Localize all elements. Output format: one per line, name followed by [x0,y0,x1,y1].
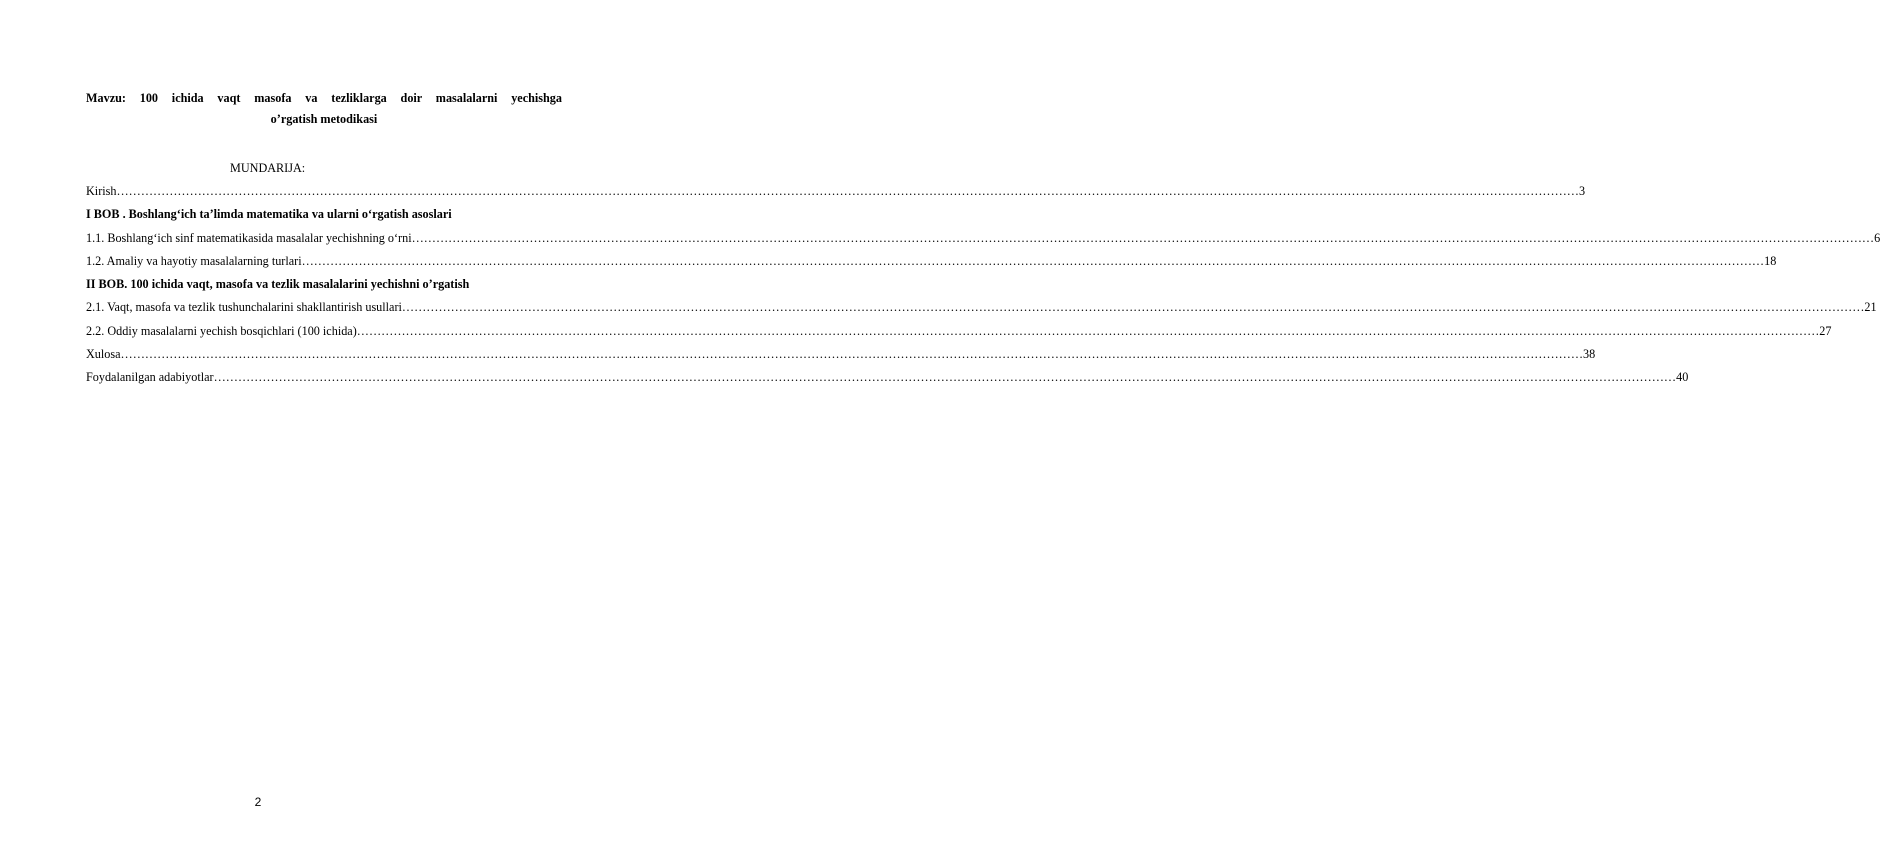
toc-entry-page: 18 [1764,253,1777,268]
toc-chapter-heading [86,275,562,298]
toc-entry-page: 27 [1819,323,1832,338]
toc-entry-page: 21 [1864,300,1877,315]
toc-entry-label: II BOB. 100 ichida vaqt, masofa va tezlik masalalarini yechishni o’rgatish [86,277,470,292]
document-title [86,88,562,130]
toc-entry-label: 2.1. Vaqt, masofa va tezlik tushunchalarini shakllantirish usullari [86,300,402,315]
toc-entry-label: Foydalanilgan adabiyotlar [86,370,214,385]
toc-entry-page: 38 [1583,347,1596,362]
table-of-contents [86,182,1880,392]
toc-entry [86,182,1586,205]
page-number: 2 [254,795,262,809]
toc-entry-page: 3 [1578,184,1586,198]
toc-dot-leader: ……………………………………………………………………………………………………………………………………………………………………………………………………………………………………………………………………………………………………………………………… [120,347,1584,362]
toc-entry-label: Xulosa [86,347,121,362]
title-line-2: o’rgatish metodikasi [270,112,378,126]
toc-entry-page: 6 [1874,230,1880,245]
toc-entry-label: 2.2. Oddiy masalalarni yechish bosqichlari (100 ichida) [86,323,357,338]
toc-dot-leader: ……………………………………………………………………………………………………………………………………………………………………………………………………………………………………………………………………………………………………………………………… [301,253,1765,268]
toc-entry-label: Kirish [86,184,117,198]
toc-dot-leader: ……………………………………………………………………………………………………………………………………………………………………………………………………………………………………………………………………………………………………………………………… [401,300,1865,315]
toc-dot-leader: ……………………………………………………………………………………………………………………………………………………………………………………………………………………………………………………………………………………………………………………………… [116,184,1579,198]
toc-chapter-heading [86,205,562,228]
toc-entry [86,252,1777,275]
toc-entry [86,229,1880,252]
toc-entry-page: 40 [1676,370,1689,385]
toc-dot-leader: ……………………………………………………………………………………………………………………………………………………………………………………………………………………………………………………………………………………………………………………………… [411,230,1875,245]
contents-heading: MUNDARIJA: [230,161,306,175]
toc-entry-label: 1.2. Amaliy va hayotiy masalalarning turlari [86,253,302,268]
toc-entry-label: I BOB . Boshlang‘ich ta’limda matematika va ularni o‘rgatish asoslari [86,207,452,222]
toc-entry-label: 1.1. Boshlang‘ich sinf matematikasida masalalar yechishning o‘rni [86,230,412,245]
toc-entry [86,368,1689,391]
toc-entry [86,345,1596,368]
toc-dot-leader: ……………………………………………………………………………………………………………………………………………………………………………………………………………………………………………………………………………………………………………………………… [356,323,1820,338]
toc-dot-leader: ……………………………………………………………………………………………………………………………………………………………………………………………………………………………………………………………………………………………………………………………… [213,370,1677,385]
toc-entry [86,298,1877,321]
title-line-1: Mavzu: 100 ichida vaqt masofa va tezliklarga doir masalalarni yechishga [86,91,562,105]
toc-entry [86,322,1832,345]
